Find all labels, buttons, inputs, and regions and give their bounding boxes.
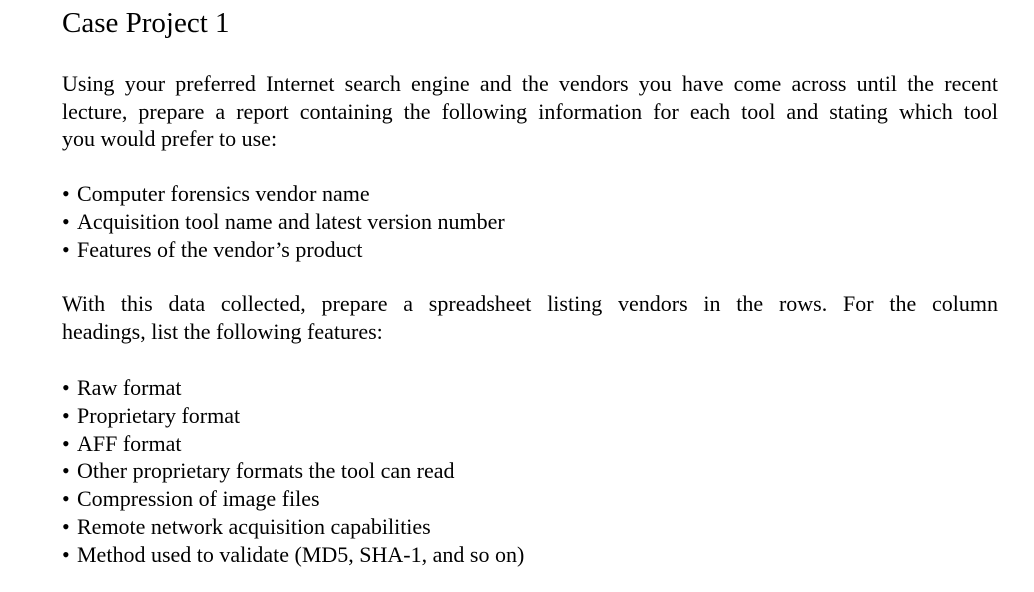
list-item-text: Method used to validate (MD5, SHA-1, and so on) [77,541,525,567]
bullet-icon: • [62,486,70,512]
list-item-text: Acquisition tool name and latest version number [77,208,505,234]
bullet-icon: • [62,430,70,456]
spreadsheet-paragraph [62,290,998,345]
list-item-text: AFF format [77,430,182,456]
list-item-text: Features of the vendor’s product [77,236,363,262]
bullet-icon: • [62,402,70,428]
list-item [62,541,524,569]
intro-paragraph [62,70,998,153]
list-item-text: Proprietary format [77,402,241,428]
feature-items-list [62,374,524,569]
spreadsheet-line: With this data collected, prepare a spreadsheet listing vendors in the rows. For the column [62,291,998,316]
list-item [62,430,524,458]
spreadsheet-line: headings, list the following features: [62,318,383,344]
list-item [62,180,505,208]
list-item [62,513,524,541]
list-item [62,208,505,236]
bullet-icon: • [62,375,70,400]
document-title: Case Project 1 [62,7,230,39]
report-items-list [62,180,505,263]
bullet-icon: • [62,181,70,206]
bullet-icon: • [62,513,70,539]
bullet-icon: • [62,208,70,234]
list-item [62,374,524,402]
bullet-icon: • [62,458,70,484]
list-item-text: Raw format [77,375,182,400]
list-item [62,402,524,430]
intro-line: Using your preferred Internet search engine and the vendors you have come across until the recent [62,71,998,96]
list-item-text: Computer forensics vendor name [77,181,370,206]
list-item-text: Remote network acquisition capabilities [77,513,431,539]
list-item-text: Compression of image files [77,486,320,512]
bullet-icon: • [62,236,70,262]
intro-line: lecture, prepare a report containing the following information for each tool and stating which tool [62,98,998,124]
bullet-icon: • [62,541,70,567]
list-item-text: Other proprietary formats the tool can read [77,458,455,484]
list-item [62,457,524,485]
intro-line: you would prefer to use: [62,126,278,151]
list-item [62,485,524,513]
list-item [62,236,505,264]
